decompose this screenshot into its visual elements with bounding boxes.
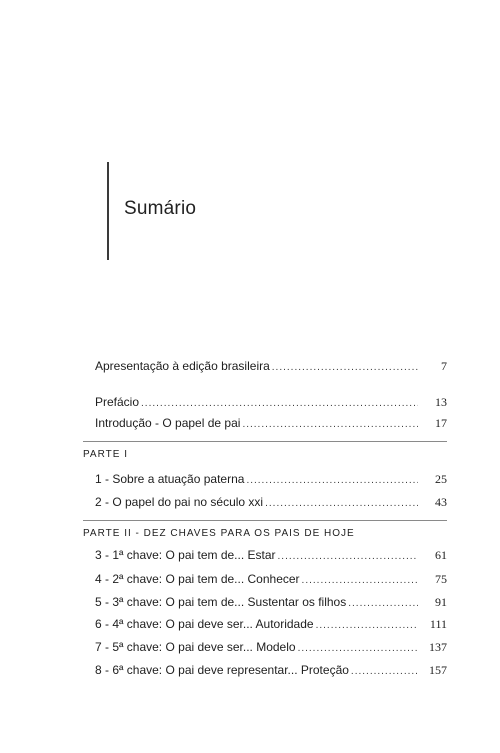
leader-dots <box>351 665 418 679</box>
leader-dots <box>141 397 418 411</box>
toc-entry-page: 91 <box>435 595 447 609</box>
toc-entry-label: 5 - 3ª chave: O pai tem de... Sustentar os filhos <box>95 595 347 609</box>
toc-entry-page: 137 <box>429 640 447 654</box>
toc-entry-label: 8 - 6ª chave: O pai deve representar... Proteção <box>95 663 349 677</box>
toc-entry <box>95 640 447 656</box>
leader-dots <box>302 574 418 588</box>
toc-entry <box>95 395 447 411</box>
toc-entry-label: Apresentação à edição brasileira <box>95 359 270 373</box>
part-heading: PARTE I <box>83 449 128 460</box>
toc-entry-page: 61 <box>435 548 447 562</box>
leader-dots <box>298 642 418 656</box>
page-title: Sumário <box>124 198 197 219</box>
toc-entry-label: 2 - O papel do pai no século xxi <box>95 495 264 509</box>
title-vertical-rule <box>107 162 109 260</box>
toc-entry-label: 6 - 4ª chave: O pai deve ser... Autoridade <box>95 617 314 631</box>
toc-entry <box>95 663 447 679</box>
leader-dots <box>316 619 418 633</box>
toc-entry <box>95 572 447 588</box>
toc-entry <box>95 617 447 633</box>
toc-entry-label: 3 - 1ª chave: O pai tem de... Estar <box>95 548 276 562</box>
toc-entry-page: 13 <box>435 395 447 409</box>
section-divider <box>83 441 447 442</box>
toc-entry <box>95 595 447 611</box>
leader-dots <box>348 597 418 611</box>
toc-entry-label: 7 - 5ª chave: O pai deve ser... Modelo <box>95 640 296 654</box>
toc-entry-page: 43 <box>435 495 447 509</box>
toc-entry <box>95 416 447 432</box>
leader-dots <box>246 474 418 488</box>
leader-dots <box>272 361 418 375</box>
leader-dots <box>242 418 418 432</box>
leader-dots <box>265 497 418 511</box>
toc-entry-label: Introdução - O papel de pai <box>95 416 241 430</box>
toc-entry <box>95 548 447 564</box>
toc-entry-label: Prefácio <box>95 395 140 409</box>
toc-entry <box>95 359 447 375</box>
toc-entry-page: 25 <box>435 472 447 486</box>
toc-entry-page: 17 <box>435 416 447 430</box>
toc-entry-label: 1 - Sobre a atuação paterna <box>95 472 245 486</box>
leader-dots <box>278 550 418 564</box>
toc-entry <box>95 495 447 511</box>
toc-entry-page: 111 <box>429 617 447 631</box>
toc-entry-page: 7 <box>441 359 447 373</box>
toc-entry-page: 157 <box>429 663 447 677</box>
toc-entry-label: 4 - 2ª chave: O pai tem de... Conhecer <box>95 572 300 586</box>
toc-entry <box>95 472 447 488</box>
part-heading: PARTE II - DEZ CHAVES PARA OS PAIS DE HOJE <box>83 528 355 539</box>
toc-entry-page: 75 <box>435 572 447 586</box>
section-divider <box>83 520 447 521</box>
